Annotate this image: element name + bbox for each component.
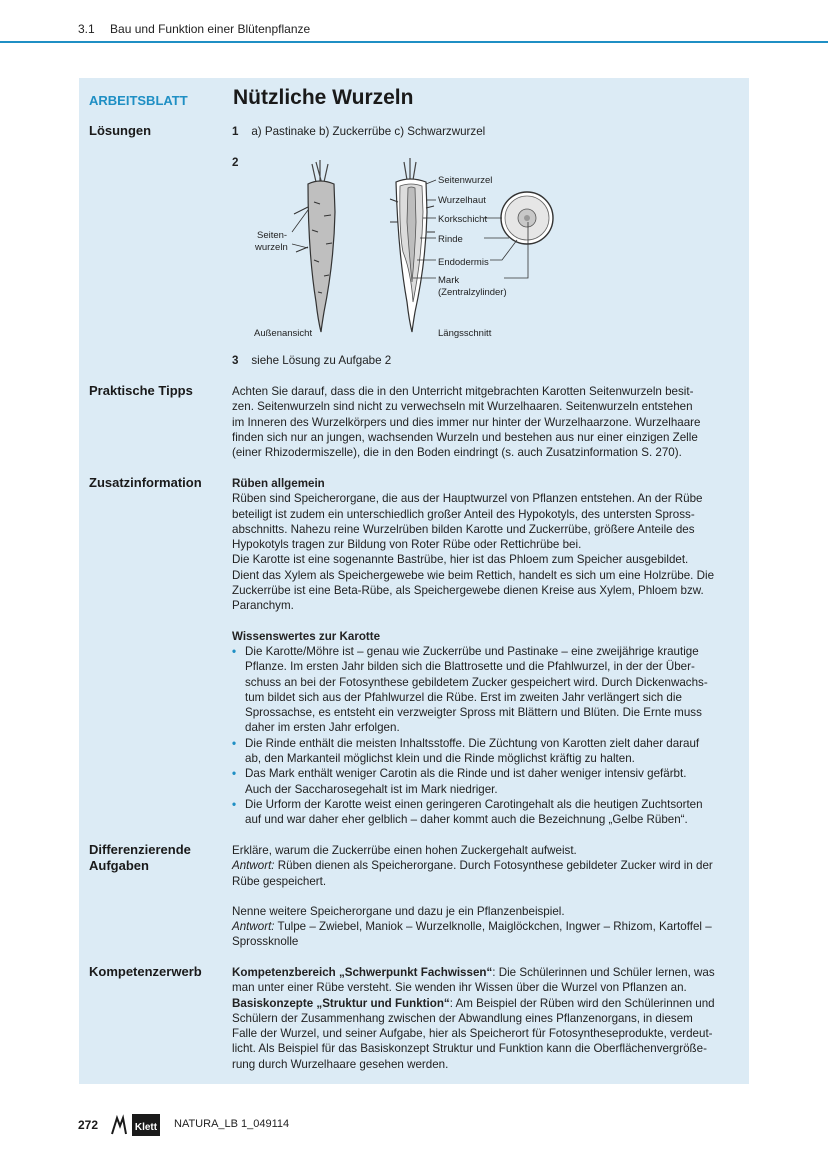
answer-3-number: 3 <box>232 354 239 367</box>
tipps-text <box>232 384 732 460</box>
answer-1 <box>232 124 732 139</box>
tipps-line: Achten Sie darauf, dass die in den Unterricht mitgebrachten Karotten Seitenwurzeln besit- <box>232 385 694 398</box>
kompetenz-line: Schülern der Zusammenhang zwischen der Abwandlung eines Pflanzenorgans, in diesem <box>232 1011 693 1025</box>
logo-text: Klett <box>134 1122 158 1133</box>
label-mark: Mark <box>438 275 460 286</box>
answer-1-text: a) Pastinake b) Zuckerrübe c) Schwarzwurzel <box>251 125 486 138</box>
antwort-label: Antwort: <box>232 920 275 934</box>
bullet-line: Sprossachse, es entsteht ein verzweigter Spross mit Blättern und Blüten. Die Ernte muss <box>245 706 702 720</box>
kompetenz-bold-1: Kompetenzbereich „Schwerpunkt Fachwissen“ <box>232 966 493 979</box>
bullet-item <box>232 644 732 736</box>
label-wurzeln: wurzeln <box>255 242 288 253</box>
zusatz-heading-karotte: Wissenswertes zur Karotte <box>232 629 381 643</box>
answer-1-number: 1 <box>232 125 239 138</box>
bullet-line: ab, den Markanteil möglichst klein und die Rinde möglichst kräftig zu halten. <box>245 752 635 766</box>
kompetenz-line: rung durch Wurzelhaare gesehen werden. <box>232 1057 449 1071</box>
tipps-line: zen. Seitenwurzeln sind nicht zu verwechseln mit Wurzelhaaren. Seitenwurzeln entstehen <box>232 400 693 414</box>
diff-answer-2 <box>232 919 732 934</box>
spacer <box>232 889 732 904</box>
bullet-item <box>232 766 732 797</box>
tipps-line: (einer Rhizodermiszelle), die in den Boden eindringt (s. auch Zusatzinformation S. 270). <box>232 446 682 460</box>
zusatz-line: Rüben sind Speicherorgane, die aus der Hauptwurzel von Pflanzen entstehen. An der Rübe <box>232 492 703 506</box>
zusatz-line: beteiligt ist zudem ein unterschiedlich großer Anteil des Hypokotyls, des untersten Spross- <box>232 507 695 521</box>
label-seitenwurzel: Seitenwurzel <box>438 175 493 186</box>
diff-label-line2: Aufgaben <box>89 858 149 873</box>
label-rinde: Rinde <box>438 234 463 245</box>
product-code: NATURA_LB 1_049114 <box>174 1118 290 1130</box>
carrot-section-icon <box>390 158 435 332</box>
antwort-label: Antwort: <box>232 859 275 873</box>
page-title: Nützliche Wurzeln <box>233 86 414 109</box>
header-rule <box>0 41 828 43</box>
cross-section-icon <box>501 192 553 244</box>
bullet-line: • Das Mark enthält weniger Carotin als die Rinde und ist daher weniger intensiv gefärbt. <box>245 767 687 781</box>
kompetenz-line: Falle der Wurzel, und seiner Aufgabe, hier als Speicherort für Fotosyntheseprodukte, verdeut- <box>232 1027 713 1041</box>
label-wurzelhaut: Wurzelhaut <box>438 195 486 206</box>
bullet-line: Pflanze. Im ersten Jahr bilden sich die Blattrosette und die Pfahlwurzel, in der der Über- <box>245 660 695 674</box>
bullet-line: auf und war daher eher gelblich – daher kommt auch die Bezeichnung „Gelbe Rüben“. <box>245 813 688 827</box>
zusatz-heading-rueben: Rüben allgemein <box>232 477 325 490</box>
diff-text <box>232 843 732 950</box>
label-korkschicht: Korkschicht <box>438 214 488 225</box>
answer-2-number: 2 <box>232 156 239 169</box>
diff-label-line1: Differenzierende <box>89 842 191 857</box>
kompetenz-text <box>232 965 732 1072</box>
zusatz-line: Die Karotte ist eine sogenannte Bastrübe, hier ist das Phloem zum Speicher ausgebildet. <box>232 553 689 567</box>
zusatz-text <box>232 476 732 828</box>
worksheet-label: ARBEITSBLATT <box>89 93 188 108</box>
kompetenz-text-2: : Am Beispiel der Rüben wird den Schülerinnen und <box>449 996 715 1010</box>
bullet-line: • Die Karotte/Möhre ist – genau wie Zuckerrübe und Pastinake – eine zweijährige krautige <box>245 644 699 658</box>
label-laengsschnitt: Längsschnitt <box>438 328 492 339</box>
section-number: 3.1 <box>78 22 95 36</box>
kompetenz-line: man unter einer Rübe versteht. Sie wenden ihr Wissen über die Wurzel von Pflanzen an. <box>232 981 687 995</box>
bullet-line: • Die Urform der Karotte weist einen geringeren Carotingehalt als die heutigen Zuchtsorten <box>245 797 703 811</box>
zusatz-line: Dient das Xylem als Speichergewebe wie beim Rettich, handelt es sich um eine Holzrübe. Die <box>232 568 715 582</box>
kompetenz-line <box>232 996 732 1011</box>
bullet-item <box>232 736 732 767</box>
answer-3 <box>232 353 732 368</box>
running-header <box>78 22 310 36</box>
diff-answer-1-text: Rüben dienen als Speicherorgane. Durch Fotosynthese gebildeter Zucker wird in der <box>274 859 713 873</box>
label-seiten: Seiten- <box>257 230 288 241</box>
diff-question-1: Erkläre, warum die Zuckerrübe einen hohen Zuckergehalt aufweist. <box>232 844 577 857</box>
klett-logo-icon <box>108 1112 162 1138</box>
loesungen-label: Lösungen <box>89 123 152 138</box>
page-number: 272 <box>78 1118 99 1132</box>
diff-answer-1-cont: Rübe gespeichert. <box>232 874 327 888</box>
diff-answer-1 <box>232 858 732 873</box>
bullet-line: daher im ersten Jahr erfolgen. <box>245 721 400 735</box>
zusatz-line: Hypokotyls tragen zur Bildung von Roter Rübe oder Rettichrübe bei. <box>232 538 582 552</box>
diff-label <box>89 842 191 874</box>
spacer <box>232 614 732 629</box>
answer-3-text: siehe Lösung zu Aufgabe 2 <box>251 354 392 367</box>
tipps-line: im Inneren des Wurzelkörpers und dies immer nur hinter der Wurzelhaarzone. Wurzelhaare <box>232 415 701 429</box>
diff-question-2: Nenne weitere Speicherorgane und dazu je ein Pflanzenbeispiel. <box>232 904 565 918</box>
tipps-label: Praktische Tipps <box>89 383 193 398</box>
zusatz-line: abschnitts. Nahezu reine Wurzelrüben bilden Karotte und Zuckerrübe, größere Anteile des <box>232 522 695 536</box>
carrot-figure <box>232 152 732 352</box>
kompetenz-line: licht. Als Beispiel für das Basiskonzept Struktur und Funktion kann die Oberflächenvergröße- <box>232 1042 707 1056</box>
kompetenz-text-1: : Die Schülerinnen und Schüler lernen, was <box>492 966 715 979</box>
label-endodermis: Endodermis <box>438 257 489 268</box>
kompetenz-label: Kompetenzerwerb <box>89 964 202 979</box>
diff-answer-2-cont: Sprossknolle <box>232 935 299 949</box>
bullet-line: tum bildet sich aus der Pfahlwurzel die Rübe. Erst im zweiten Jahr verlängert sich die <box>245 690 682 704</box>
label-aussenansicht: Außenansicht <box>254 328 313 339</box>
label-zentralzylinder: (Zentralzylinder) <box>438 287 507 298</box>
bullet-line: • Die Rinde enthält die meisten Inhaltsstoffe. Die Züchtung von Karotten zielt daher darauf <box>245 736 700 750</box>
kompetenz-bold-2: Basiskonzepte „Struktur und Funktion“ <box>232 996 450 1010</box>
diff-answer-2-text: Tulpe – Zwiebel, Maniok – Wurzelknolle, Maiglöckchen, Ingwer – Rhizom, Kartoffel – <box>274 920 712 934</box>
bullet-line: Auch der Saccharosegehalt ist im Mark niedriger. <box>245 782 498 796</box>
bullet-line: schuss an bei der Fotosynthese gebildetem Zucker gespeichert wird. Durch Dickenwachs- <box>245 675 708 689</box>
section-title: Bau und Funktion einer Blütenpflanze <box>110 22 311 36</box>
zusatz-line: Zuckerrübe ist eine Beta-Rübe, als Speichergewebe dienen Kreise aus Xylem, Phloem bzw. <box>232 584 704 598</box>
kompetenz-line <box>232 965 732 980</box>
zusatz-label: Zusatzinformation <box>89 475 202 490</box>
karotte-bullets <box>232 644 732 828</box>
bullet-item <box>232 797 732 828</box>
tipps-line: finden sich nur an jungen, wachsenden Wurzeln und bestehen aus nur einer einzigen Zelle <box>232 430 698 444</box>
zusatz-line: Paranchym. <box>232 599 294 613</box>
